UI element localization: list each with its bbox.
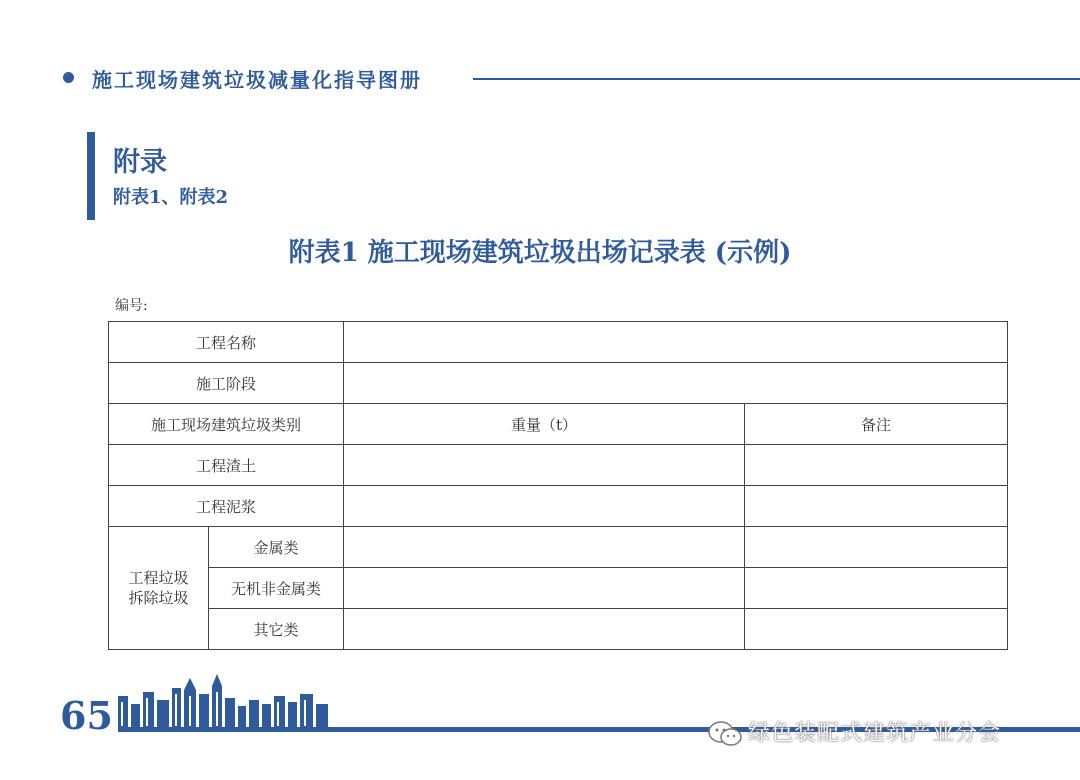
header-rule xyxy=(473,78,1080,80)
table-row xyxy=(109,609,1008,650)
table-row xyxy=(109,527,1008,568)
table-row xyxy=(109,486,1008,527)
table-title: 附表1 施工现场建筑垃圾出场记录表 (示例) xyxy=(288,238,792,268)
weight-header: 重量（t） xyxy=(344,404,745,445)
table-row xyxy=(109,322,1008,363)
stage-label: 施工阶段 xyxy=(109,363,344,404)
stage-value[interactable] xyxy=(344,363,1008,404)
weight-cell[interactable] xyxy=(344,445,745,486)
weight-cell[interactable] xyxy=(344,609,745,650)
table-row xyxy=(109,568,1008,609)
section-title: 附录 xyxy=(113,147,167,178)
section-accent-bar xyxy=(87,132,95,220)
group-label-line1: 工程垃圾 xyxy=(128,569,189,587)
project-name-label: 工程名称 xyxy=(109,322,344,363)
serial-number-label: 编号: xyxy=(115,298,148,314)
section-subtitle: 附表1、附表2 xyxy=(113,187,229,208)
weight-cell[interactable] xyxy=(344,486,745,527)
sub-row-label: 无机非金属类 xyxy=(209,568,344,609)
remark-cell[interactable] xyxy=(745,445,1008,486)
record-table xyxy=(108,321,1008,650)
table-row xyxy=(109,363,1008,404)
remark-header: 备注 xyxy=(745,404,1008,445)
remark-cell[interactable] xyxy=(745,527,1008,568)
remark-cell[interactable] xyxy=(745,568,1008,609)
project-name-value[interactable] xyxy=(344,322,1008,363)
header-bullet xyxy=(63,72,74,83)
table-row xyxy=(109,445,1008,486)
category-header: 施工现场建筑垃圾类别 xyxy=(109,404,344,445)
remark-cell[interactable] xyxy=(745,486,1008,527)
row-label: 工程渣土 xyxy=(109,445,344,486)
city-skyline-icon xyxy=(118,674,328,730)
group-label-line2: 拆除垃圾 xyxy=(128,589,189,607)
table-header-row xyxy=(109,404,1008,445)
sub-row-label: 金属类 xyxy=(209,527,344,568)
book-title: 施工现场建筑垃圾减量化指导图册 xyxy=(92,68,422,92)
page-number: 65 xyxy=(60,693,113,738)
row-label: 工程泥浆 xyxy=(109,486,344,527)
sub-row-label: 其它类 xyxy=(209,609,344,650)
weight-cell[interactable] xyxy=(344,527,745,568)
wechat-icon xyxy=(707,720,745,748)
wechat-watermark: 绿色装配式建筑产业分会 xyxy=(748,721,1002,746)
remark-cell[interactable] xyxy=(745,609,1008,650)
group-label xyxy=(109,527,209,650)
weight-cell[interactable] xyxy=(344,568,745,609)
